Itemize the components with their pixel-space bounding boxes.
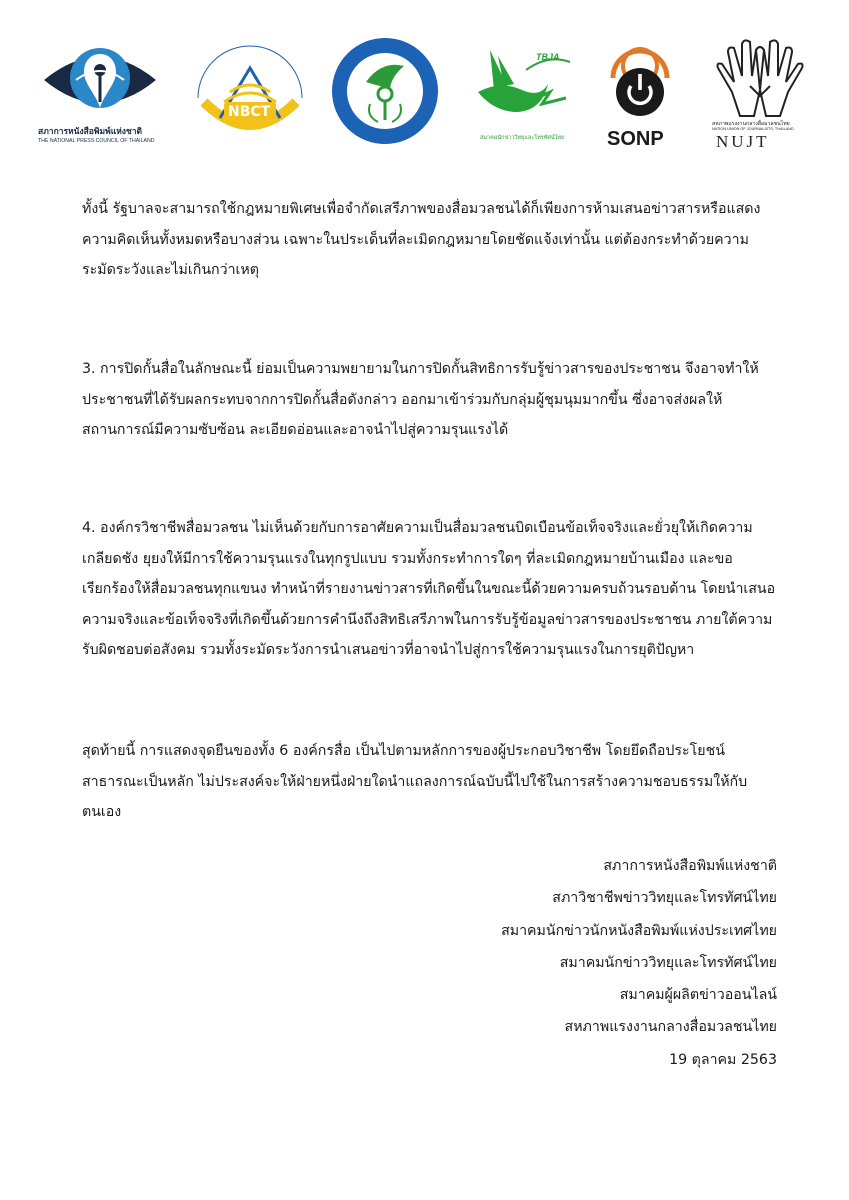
nujt-caption-th: สหภาพแรงงานกลางสื่อมวลชนไทย bbox=[712, 121, 790, 127]
tja-logo bbox=[330, 36, 440, 146]
broadcast-antenna-icon bbox=[190, 28, 310, 148]
signatory-name: สภาการหนังสือพิมพ์แห่งชาติ bbox=[603, 858, 777, 874]
dove-pen-seal-icon bbox=[330, 36, 440, 146]
paragraph-line: ตนเอง bbox=[82, 804, 122, 820]
paragraph-line: ประชาชนที่ได้รับผลกระทบจากการปิดกั้นสื่อดังกล่าว ออกมาเข้าร่วมกับกลุ่มผู้ชุมนุมมากขึ้น ซึ่งอาจส่งผลให้ bbox=[82, 391, 723, 408]
pen-nib-eye-icon bbox=[38, 40, 163, 120]
tbja-badge: TBJA bbox=[536, 52, 560, 62]
sonp-logo bbox=[605, 34, 675, 154]
statement-date: 19 ตุลาคม 2563 bbox=[669, 1051, 777, 1068]
npct-logo bbox=[38, 40, 163, 150]
paragraph-3 bbox=[82, 513, 782, 666]
power-button-icon bbox=[605, 34, 675, 120]
paragraph-4 bbox=[82, 736, 782, 828]
paragraph-line: สถานการณ์มีความซับซ้อน ละเอียดอ่อนและอาจนำไปสู่ความรุนแรงได้ bbox=[82, 422, 509, 438]
nujt-label: NUJT bbox=[716, 132, 770, 151]
paragraph-line: รับผิดชอบต่อสังคม รวมทั้งระมัดระวังการนำเสนอข่าวที่อาจนำไปสู่การใช้ความรุนแรงในการยุติปัญหา bbox=[82, 642, 695, 658]
paragraph-line: สาธารณะเป็นหลัก ไม่ประสงค์จะให้ฝ่ายหนึ่งฝ่ายใดนำแถลงการณ์ฉบับนี้ไปใช้ในการสร้างความชอบธรรมให้กับ bbox=[82, 773, 748, 790]
signatory-block bbox=[277, 850, 777, 1076]
tbja-caption-th: สมาคมนักข่าววิทยุและโทรทัศน์ไทย bbox=[480, 135, 565, 141]
nujt-logo bbox=[710, 38, 810, 153]
signatory-name: สมาคมผู้ผลิตข่าวออนไลน์ bbox=[619, 987, 777, 1004]
paragraph-line: เรียกร้องให้สื่อมวลชนทุกแขนง ทำหน้าที่รายงานข่าวสารที่เกิดขึ้นในขณะนี้ด้วยความครบถ้วนรอบด้าน โดยนำเสนอ bbox=[82, 581, 776, 597]
npct-caption-th: สภาการหนังสือพิมพ์แห่งชาติ bbox=[38, 126, 143, 136]
nbct-badge: NBCT bbox=[228, 104, 271, 120]
paragraph-1 bbox=[82, 194, 782, 286]
signatory-name: สหภาพแรงงานกลางสื่อมวลชนไทย bbox=[564, 1019, 777, 1036]
signatory-name: สมาคมนักข่าวนักหนังสือพิมพ์แห่งประเทศไทย bbox=[501, 922, 777, 939]
paragraph-2 bbox=[82, 354, 782, 446]
signatory-name: สมาคมนักข่าววิทยุและโทรทัศน์ไทย bbox=[559, 954, 777, 971]
npct-caption-en: THE NATIONAL PRESS COUNCIL OF THAILAND bbox=[38, 138, 155, 144]
paragraph-line: สุดท้ายนี้ การแสดงจุดยืนของทั้ง 6 องค์กรสื่อ เป็นไปตามหลักการของผู้ประกอบวิชาชีพ โดยยึดถือประโยชน์ bbox=[82, 743, 725, 759]
sonp-label: SONP bbox=[607, 128, 664, 150]
nbct-logo bbox=[190, 28, 310, 148]
signatory-name: สภาวิชาชีพข่าววิทยุและโทรทัศน์ไทย bbox=[552, 890, 777, 907]
paragraph-line: 3. การปิดกั้นสื่อในลักษณะนี้ ย่อมเป็นความพยายามในการปิดกั้นสิทธิการรับรู้ข่าวสารของประชาชน จึงอาจทำให้ bbox=[82, 361, 759, 377]
two-hands-icon bbox=[710, 38, 810, 120]
paragraph-line: ระมัดระวังและไม่เกินกว่าเหตุ bbox=[82, 262, 259, 278]
paragraph-line: ความคิดเห็นทั้งหมดหรือบางส่วน เฉพาะในประเด็นที่ละเมิดกฎหมายโดยชัดแจ้งเท่านั้น แต่ต้องกระทำด้วยความ bbox=[82, 231, 749, 248]
paragraph-line: ทั้งนี้ รัฐบาลจะสามารถใช้กฎหมายพิเศษเพื่อจำกัดเสรีภาพของสื่อมวลชนได้ก็เพียงการห้ามเสนอข่าวสารหรือแสดง bbox=[82, 201, 761, 217]
paragraph-line: 4. องค์กรวิชาชีพสื่อมวลชน ไม่เห็นด้วยกับการอาศัยความเป็นสื่อมวลชนบิดเบือนข้อเท็จจริงและยั่วยุให้เกิดความ bbox=[82, 520, 753, 536]
tbja-logo bbox=[470, 40, 580, 150]
logo-strip bbox=[30, 28, 820, 158]
nujt-caption-en: NATION UNION OF JOURNALISTS, THAILAND bbox=[712, 127, 794, 131]
green-bird-lightning-icon bbox=[470, 40, 580, 130]
paragraph-line: ความจริงและข้อเท็จจริงที่เกิดขึ้นด้วยการคำนึงถึงสิทธิเสรีภาพในการรับรู้ข้อมูลข่าวสารของประชาชน ภายใต้ความ bbox=[82, 611, 773, 628]
paragraph-line: เกลียดชัง ยุยงให้มีการใช้ความรุนแรงในทุกรูปแบบ รวมทั้งกระทำการใดๆ ที่ละเมิดกฎหมายบ้านเมือง และขอ bbox=[82, 550, 733, 567]
